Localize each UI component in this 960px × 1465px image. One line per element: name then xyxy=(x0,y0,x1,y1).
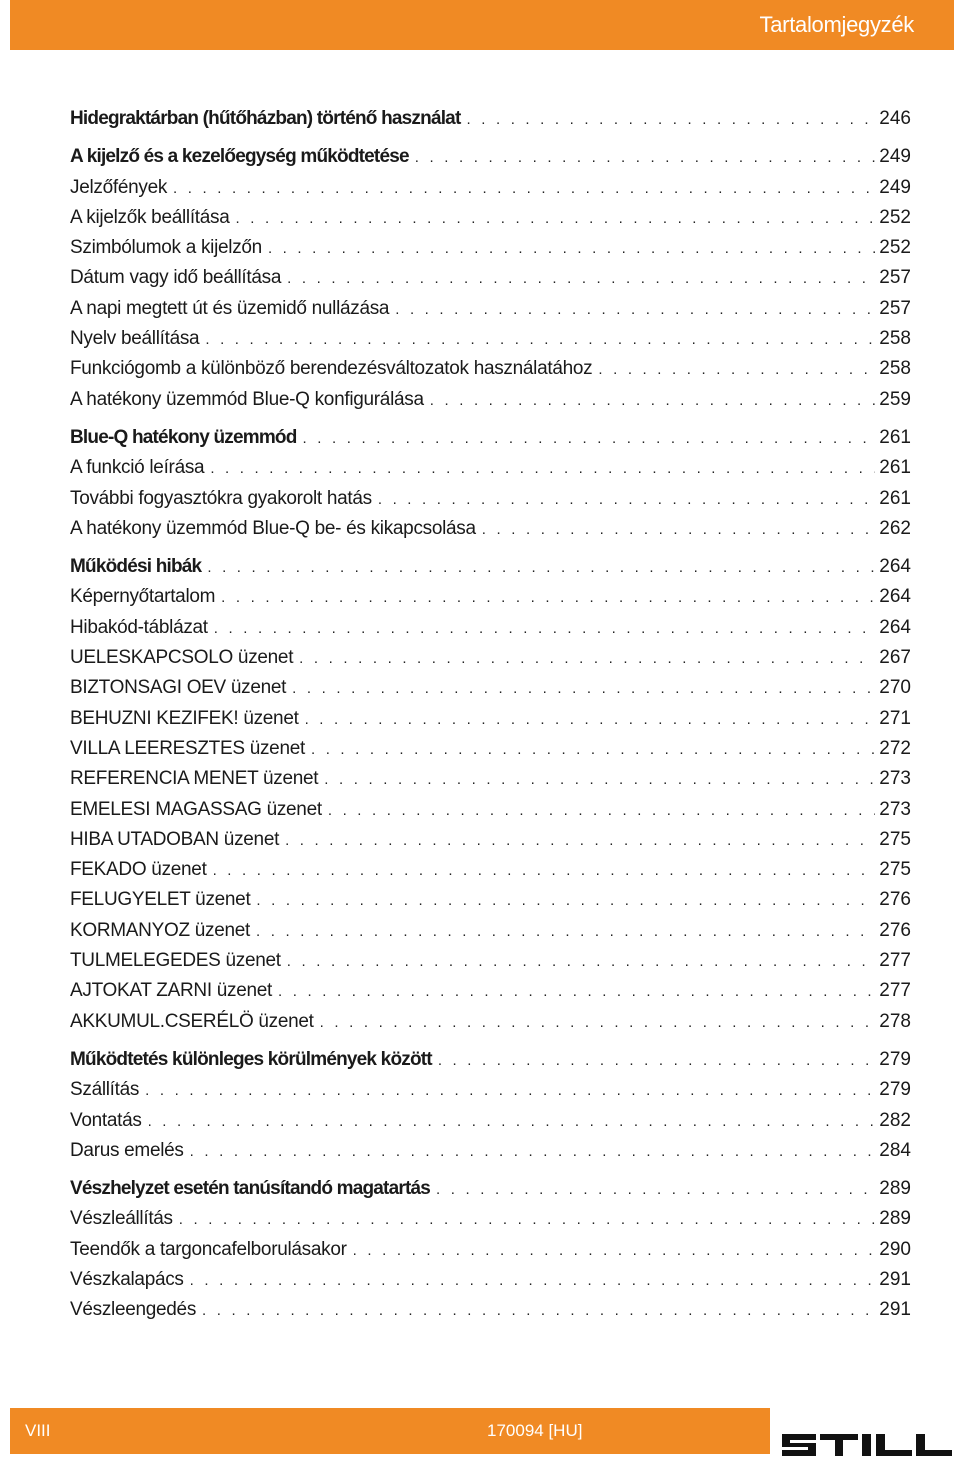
toc-heading-entry[interactable] xyxy=(70,423,911,453)
toc-entry-label: Teendők a targoncafelborulásakor xyxy=(70,1238,347,1260)
toc-entry-page: 261 xyxy=(879,487,911,509)
toc-entry[interactable] xyxy=(70,764,911,794)
toc-entry-label: Vészleengedés xyxy=(70,1299,197,1321)
header-bar xyxy=(10,0,954,50)
toc-entry[interactable] xyxy=(70,916,911,946)
page-title: Tartalomjegyzék xyxy=(759,12,914,37)
toc-entry-label: KORMANYOZ üzenet xyxy=(70,919,250,941)
toc-entry-page: 289 xyxy=(879,1208,911,1230)
toc-dot-leader xyxy=(190,1137,876,1166)
toc-dot-leader xyxy=(430,386,876,415)
toc-entry-label: Működési hibák xyxy=(70,556,202,578)
toc-entry[interactable] xyxy=(70,1007,911,1037)
toc-entry-page: 258 xyxy=(879,328,911,350)
still-logo-icon xyxy=(780,1432,954,1458)
toc-entry[interactable] xyxy=(70,263,911,293)
toc-entry[interactable] xyxy=(70,324,911,354)
toc-dot-leader xyxy=(213,856,876,885)
toc-entry-page: 270 xyxy=(879,677,911,699)
toc-dot-leader xyxy=(190,1266,876,1295)
toc-dot-leader xyxy=(378,485,875,514)
toc-entry-label: Nyelv beállítása xyxy=(70,328,200,350)
toc-dot-leader xyxy=(311,735,875,764)
toc-entry-page: 249 xyxy=(879,176,911,198)
toc-entry-label: EMELESI MAGASSAG üzenet xyxy=(70,798,322,820)
toc-entry-page: 284 xyxy=(879,1139,911,1161)
toc-entry-label: UELESKAPCSOLO üzenet xyxy=(70,647,294,669)
toc-dot-leader xyxy=(466,105,875,134)
toc-dot-leader xyxy=(415,143,876,172)
toc-entry-page: 279 xyxy=(879,1048,911,1070)
toc-dot-leader xyxy=(236,204,876,233)
toc-entry-label: BEHUZNI KEZIFEK! üzenet xyxy=(70,707,299,729)
toc-entry-page: 252 xyxy=(879,206,911,228)
toc-entry-label: A kijelzők beállítása xyxy=(70,206,230,228)
toc-entry[interactable] xyxy=(70,233,911,263)
toc-entry[interactable] xyxy=(70,203,911,233)
toc-entry[interactable] xyxy=(70,1295,911,1325)
toc-dot-leader xyxy=(268,234,875,263)
toc-entry[interactable] xyxy=(70,1075,911,1105)
toc-dot-leader xyxy=(285,826,875,855)
toc-entry-page: 262 xyxy=(879,517,911,539)
toc-dot-leader xyxy=(278,977,875,1006)
toc-entry[interactable] xyxy=(70,976,911,1006)
toc-entry-label: Jelzőfények xyxy=(70,176,168,198)
toc-dot-leader xyxy=(221,583,875,612)
toc-dot-leader xyxy=(256,917,875,946)
toc-entry[interactable] xyxy=(70,1235,911,1265)
toc-dot-leader xyxy=(179,1205,876,1234)
toc-entry[interactable] xyxy=(70,514,911,544)
toc-entry[interactable] xyxy=(70,1106,911,1136)
toc-dot-leader xyxy=(210,454,875,483)
toc-entry-page: 273 xyxy=(879,768,911,790)
toc-entry-page: 271 xyxy=(879,707,911,729)
footer-document-id: 170094 [HU] xyxy=(487,1421,583,1440)
toc-dot-leader xyxy=(353,1236,876,1265)
toc-entry-page: 290 xyxy=(879,1238,911,1260)
toc-entry-label: FELUGYELET üzenet xyxy=(70,889,251,911)
toc-entry[interactable] xyxy=(70,453,911,483)
toc-entry[interactable] xyxy=(70,1136,911,1166)
toc-dot-leader xyxy=(287,264,875,293)
toc-entry-page: 277 xyxy=(879,950,911,972)
toc-heading-entry[interactable] xyxy=(70,552,911,582)
toc-dot-leader xyxy=(292,674,875,703)
toc-entry-label: TULMELEGEDES üzenet xyxy=(70,950,281,972)
toc-dot-leader xyxy=(320,1008,876,1037)
toc-entry-label: A hatékony üzemmód Blue-Q be- és kikapcsolása xyxy=(70,517,476,539)
toc-entry-page: 276 xyxy=(879,919,911,941)
toc-entry-label: AKKUMUL.CSERÉLÖ üzenet xyxy=(70,1010,314,1032)
toc-entry[interactable] xyxy=(70,734,911,764)
toc-entry-page: 264 xyxy=(879,556,911,578)
toc-entry-label: A napi megtett út és üzemidő nullázása xyxy=(70,297,390,319)
toc-entry-page: 275 xyxy=(879,828,911,850)
toc-dot-leader xyxy=(395,295,875,324)
toc-entry-label: Hidegraktárban (hűtőházban) történő használat xyxy=(70,108,461,129)
toc-entry-page: 246 xyxy=(879,108,911,129)
toc-dot-leader xyxy=(305,705,876,734)
toc-entry-label: Hibakód-táblázat xyxy=(70,616,208,638)
toc-entry[interactable] xyxy=(70,643,911,673)
toc-entry-label: Képernyőtartalom xyxy=(70,586,216,608)
toc-entry[interactable] xyxy=(70,946,911,976)
toc-entry[interactable] xyxy=(70,484,911,514)
toc-entry-label: További fogyasztókra gyakorolt hatás xyxy=(70,487,372,509)
toc-entry-page: 279 xyxy=(879,1079,911,1101)
toc-entry-label: Funkciógomb a különböző berendezésváltozatok használatához xyxy=(70,358,593,380)
toc-entry-label: Dátum vagy idő beállítása xyxy=(70,267,282,289)
toc-entry[interactable] xyxy=(70,173,911,203)
toc-dot-leader xyxy=(328,796,875,825)
toc-dot-leader xyxy=(436,1175,875,1204)
toc-entry-label: A hatékony üzemmód Blue-Q konfigurálása xyxy=(70,388,424,410)
toc-entry-label: VILLA LEERESZTES üzenet xyxy=(70,737,305,759)
toc-entry-label: BIZTONSAGI OEV üzenet xyxy=(70,677,287,699)
toc-entry[interactable] xyxy=(70,354,911,384)
toc-dot-leader xyxy=(214,614,876,643)
toc-entry-page: 252 xyxy=(879,237,911,259)
toc-entry-page: 249 xyxy=(879,146,911,168)
toc-entry-page: 259 xyxy=(879,388,911,410)
toc-entry[interactable] xyxy=(70,825,911,855)
toc-entry-page: 261 xyxy=(879,426,911,448)
toc-dot-leader xyxy=(148,1107,876,1136)
toc-entry[interactable] xyxy=(70,294,911,324)
toc-dot-leader xyxy=(438,1046,875,1075)
toc-heading-entry[interactable] xyxy=(70,104,911,134)
toc-entry[interactable] xyxy=(70,385,911,415)
toc-entry-page: 267 xyxy=(879,647,911,669)
toc-entry[interactable] xyxy=(70,855,911,885)
toc-entry-page: 273 xyxy=(879,798,911,820)
toc-entry-page: 257 xyxy=(879,267,911,289)
toc-entry-page: 291 xyxy=(879,1299,911,1321)
toc-dot-leader xyxy=(173,174,875,203)
toc-entry-label: AJTOKAT ZARNI üzenet xyxy=(70,980,273,1002)
toc-dot-leader xyxy=(207,553,875,582)
toc-dot-leader xyxy=(287,947,876,976)
toc-entry-page: 257 xyxy=(879,297,911,319)
toc-dot-leader xyxy=(299,644,875,673)
toc-heading-entry[interactable] xyxy=(70,1174,911,1204)
toc-entry-label: FEKADO üzenet xyxy=(70,859,207,881)
toc-dot-leader xyxy=(145,1076,875,1105)
toc-entry-label: Vészhelyzet esetén tanúsítandó magatartás xyxy=(70,1178,431,1200)
toc-entry-label: Blue-Q hatékony üzemmód xyxy=(70,426,297,448)
toc-dot-leader xyxy=(256,886,875,915)
toc-entry-page: 261 xyxy=(879,457,911,479)
toc-entry-label: Szimbólumok a kijelzőn xyxy=(70,237,262,259)
toc-entry[interactable] xyxy=(70,885,911,915)
toc-dot-leader xyxy=(598,355,875,384)
toc-entry-label: REFERENCIA MENET üzenet xyxy=(70,768,319,790)
toc-entry-page: 278 xyxy=(879,1010,911,1032)
toc-heading-entry[interactable] xyxy=(70,142,911,172)
toc-dot-leader xyxy=(303,424,876,453)
toc-dot-leader xyxy=(324,765,875,794)
toc-entry-page: 272 xyxy=(879,737,911,759)
toc-entry-page: 291 xyxy=(879,1268,911,1290)
toc-entry-label: HIBA UTADOBAN üzenet xyxy=(70,828,280,850)
toc-entry[interactable] xyxy=(70,1204,911,1234)
toc-entry-label: A funkció leírása xyxy=(70,457,205,479)
toc-entry[interactable] xyxy=(70,673,911,703)
toc-entry[interactable] xyxy=(70,1265,911,1295)
toc-entry-page: 282 xyxy=(879,1109,911,1131)
toc-heading-entry[interactable] xyxy=(70,1045,911,1075)
table-of-contents xyxy=(70,104,911,1326)
toc-entry-page: 264 xyxy=(879,616,911,638)
toc-entry[interactable] xyxy=(70,613,911,643)
toc-entry-label: Vontatás xyxy=(70,1109,142,1131)
toc-entry-label: Vészkalapács xyxy=(70,1268,184,1290)
toc-entry-page: 277 xyxy=(879,980,911,1002)
toc-entry-page: 276 xyxy=(879,889,911,911)
toc-entry-label: Vészleállítás xyxy=(70,1208,173,1230)
toc-entry-page: 258 xyxy=(879,358,911,380)
toc-entry-page: 275 xyxy=(879,859,911,881)
toc-entry[interactable] xyxy=(70,795,911,825)
toc-entry-label: Szállítás xyxy=(70,1079,140,1101)
toc-dot-leader xyxy=(205,325,875,354)
toc-entry-page: 289 xyxy=(879,1178,911,1200)
footer-page-number: VIII xyxy=(25,1421,51,1440)
toc-entry-label: Darus emelés xyxy=(70,1139,184,1161)
toc-entry-label: Működtetés különleges körülmények között xyxy=(70,1048,432,1070)
toc-entry-page: 264 xyxy=(879,586,911,608)
toc-entry-label: A kijelző és a kezelőegység működtetése xyxy=(70,146,409,168)
toc-entry[interactable] xyxy=(70,582,911,612)
toc-entry[interactable] xyxy=(70,704,911,734)
toc-dot-leader xyxy=(202,1296,875,1325)
toc-dot-leader xyxy=(482,515,876,544)
